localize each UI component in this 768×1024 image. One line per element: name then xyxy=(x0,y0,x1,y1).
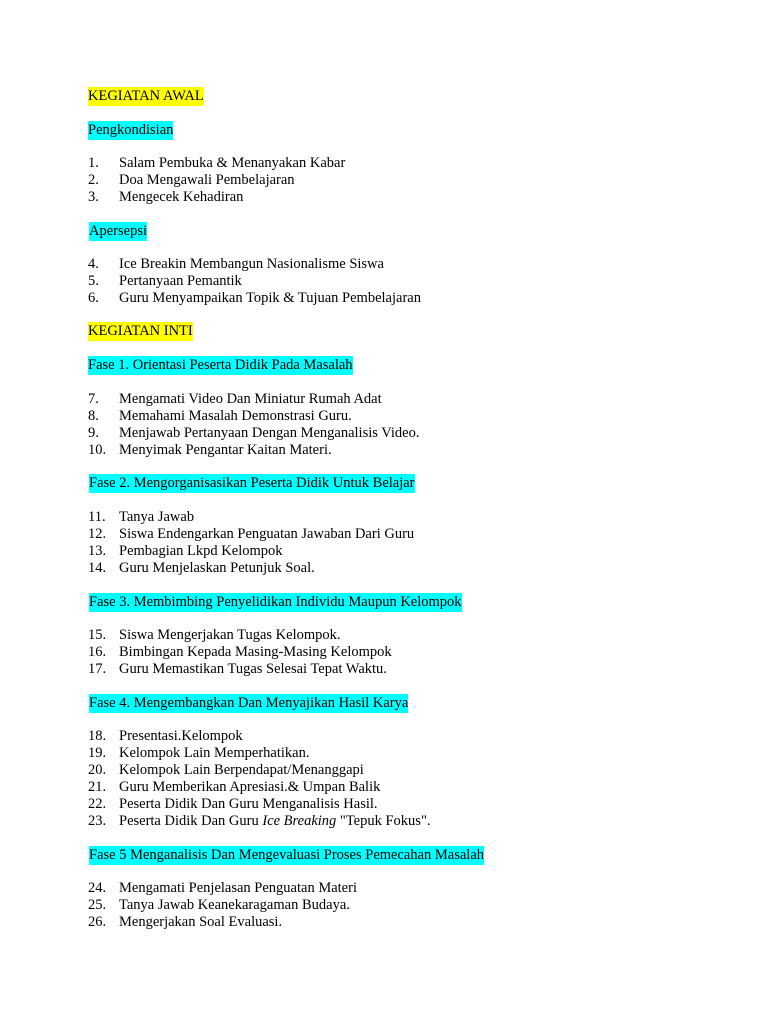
item-text: Menyimak Pengantar Kaitan Materi. xyxy=(119,442,332,458)
item-text: Mengamati Penjelasan Penguatan Materi xyxy=(119,880,357,896)
item-number: 7. xyxy=(88,391,99,407)
item-text: Guru Menjelaskan Petunjuk Soal. xyxy=(119,560,315,576)
item-text: Siswa Endengarkan Penguatan Jawaban Dari Guru xyxy=(119,526,415,542)
heading-pengkondisian: Pengkondisian xyxy=(88,122,174,138)
item-number: 10. xyxy=(88,442,107,458)
item-number: 9. xyxy=(88,425,99,441)
heading-kegiatan-awal: KEGIATAN AWAL xyxy=(88,88,204,104)
item-number: 22. xyxy=(88,796,107,812)
item-text: Salam Pembuka & Menanyakan Kabar xyxy=(119,155,346,171)
item-number: 16. xyxy=(88,644,107,660)
item-number: 5. xyxy=(88,273,99,289)
item-number: 17. xyxy=(88,661,107,677)
item-text: Guru Menyampaikan Topik & Tujuan Pembelajaran xyxy=(119,290,421,306)
item-number: 25. xyxy=(88,897,107,913)
item-text: Kelompok Lain Berpendapat/Menanggapi xyxy=(119,762,364,778)
item-text: Ice Breakin Membangun Nasionalisme Siswa xyxy=(119,256,384,272)
item-number: 12. xyxy=(88,526,107,542)
item-number: 3. xyxy=(88,189,99,205)
item-number: 19. xyxy=(88,745,107,761)
item-text: Doa Mengawali Pembelajaran xyxy=(119,172,295,188)
item-text: Pertanyaan Pemantik xyxy=(119,273,242,289)
heading-fase-1: Fase 1. Orientasi Peserta Didik Pada Masalah xyxy=(88,357,353,373)
heading-fase-2: Fase 2. Mengorganisasikan Peserta Didik Untuk Belajar xyxy=(89,475,415,491)
item-number: 21. xyxy=(88,779,107,795)
item-text: Mengecek Kehadiran xyxy=(119,189,244,205)
item-text: Peserta Didik Dan Guru Menganalisis Hasil. xyxy=(119,796,378,812)
item-number: 15. xyxy=(88,627,107,643)
item-text: Memahami Masalah Demonstrasi Guru. xyxy=(119,408,352,424)
item-number: 13. xyxy=(88,543,107,559)
item-number: 26. xyxy=(88,914,107,930)
item-text: Presentasi.Kelompok xyxy=(119,728,243,744)
item-number: 14. xyxy=(88,560,107,576)
item-number: 6. xyxy=(88,290,99,306)
item-number: 24. xyxy=(88,880,107,896)
item-text: Mengerjakan Soal Evaluasi. xyxy=(119,914,283,930)
item-text: Tanya Jawab Keanekaragaman Budaya. xyxy=(119,897,350,913)
item-text xyxy=(119,813,431,830)
item-text-before: Peserta Didik Dan Guru xyxy=(119,813,263,829)
item-text: Menjawab Pertanyaan Dengan Menganalisis Video. xyxy=(119,425,420,441)
heading-kegiatan-inti: KEGIATAN INTI xyxy=(88,323,193,339)
item-text: Siswa Mengerjakan Tugas Kelompok. xyxy=(119,627,341,643)
item-text: Mengamati Video Dan Miniatur Rumah Adat xyxy=(119,391,382,407)
item-text-after: "Tepuk Fokus". xyxy=(336,813,431,829)
item-text: Pembagian Lkpd Kelompok xyxy=(119,543,283,559)
heading-fase-5: Fase 5 Menganalisis Dan Mengevaluasi Proses Pemecahan Masalah xyxy=(89,847,485,863)
item-text: Guru Memberikan Apresiasi.& Umpan Balik xyxy=(119,779,381,795)
heading-fase-4: Fase 4. Mengembangkan Dan Menyajikan Hasil Karya xyxy=(89,695,409,711)
item-number: 8. xyxy=(88,408,99,424)
item-text-italic: Ice Breaking xyxy=(262,813,337,829)
item-number: 11. xyxy=(88,509,106,525)
item-text: Bimbingan Kepada Masing-Masing Kelompok xyxy=(119,644,392,660)
heading-apersepsi: Apersepsi xyxy=(89,223,147,239)
item-text: Guru Memastikan Tugas Selesai Tepat Waktu. xyxy=(119,661,387,677)
item-number: 1. xyxy=(88,155,99,171)
item-text: Tanya Jawab xyxy=(119,509,195,525)
item-number: 2. xyxy=(88,172,99,188)
item-number: 4. xyxy=(88,256,99,272)
item-number: 18. xyxy=(88,728,107,744)
item-number: 20. xyxy=(88,762,107,778)
item-number: 23. xyxy=(88,813,107,829)
item-text: Kelompok Lain Memperhatikan. xyxy=(119,745,310,761)
heading-fase-3: Fase 3. Membimbing Penyelidikan Individu Maupun Kelompok xyxy=(89,594,462,610)
